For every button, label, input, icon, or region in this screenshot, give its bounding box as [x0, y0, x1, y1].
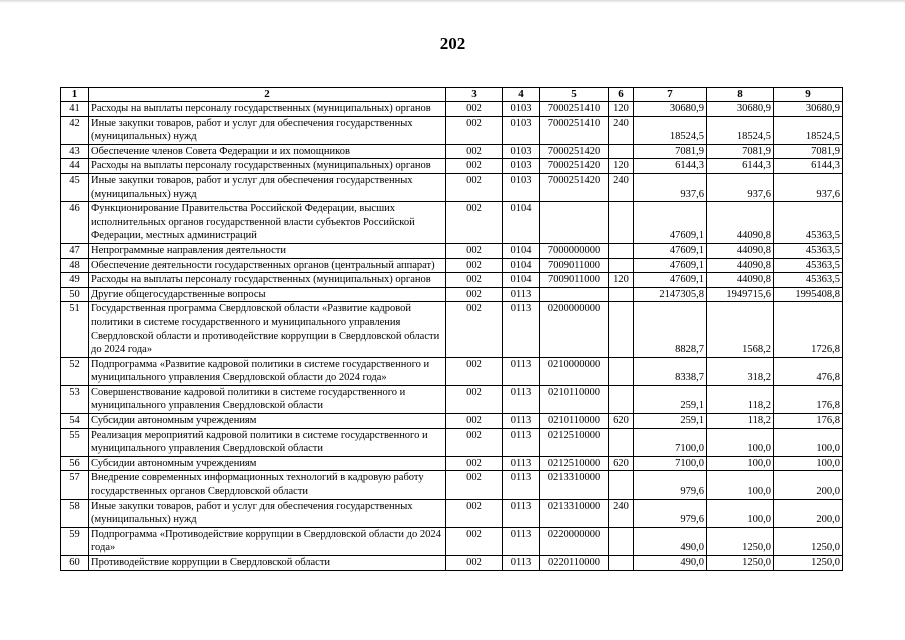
- table-row: [61, 456, 843, 471]
- amount-col9-cell: 100,0: [774, 456, 843, 471]
- amount-col9-cell: 1250,0: [774, 527, 843, 555]
- target-article-cell: 0212510000: [540, 456, 609, 471]
- row-name-cell: Расходы на выплаты персоналу государственных (муниципальных) органов: [89, 102, 446, 117]
- table-row: [61, 499, 843, 527]
- target-article-cell: 0210110000: [540, 385, 609, 413]
- row-number-cell: 54: [61, 414, 89, 429]
- row-number-cell: 43: [61, 144, 89, 159]
- amount-col9-cell: 100,0: [774, 428, 843, 456]
- admin-code-cell: 002: [446, 499, 503, 527]
- row-number-cell: 41: [61, 102, 89, 117]
- admin-code-cell: 002: [446, 385, 503, 413]
- row-name-cell: Противодействие коррупции в Свердловской области: [89, 556, 446, 571]
- row-name-cell: Непрограммные направления деятельности: [89, 243, 446, 258]
- section-code-cell: 0113: [503, 527, 540, 555]
- admin-code-cell: 002: [446, 302, 503, 357]
- amount-col7-cell: 259,1: [634, 414, 707, 429]
- amount-col8-cell: 6144,3: [707, 159, 774, 174]
- amount-col8-cell: 18524,5: [707, 116, 774, 144]
- amount-col9-cell: 45363,5: [774, 258, 843, 273]
- table-row: [61, 102, 843, 117]
- amount-col9-cell: 176,8: [774, 385, 843, 413]
- amount-col8-cell: 1949715,6: [707, 287, 774, 302]
- amount-col7-cell: 6144,3: [634, 159, 707, 174]
- amount-col7-cell: 7081,9: [634, 144, 707, 159]
- expense-type-cell: [609, 144, 634, 159]
- amount-col9-cell: 476,8: [774, 357, 843, 385]
- admin-code-cell: 002: [446, 414, 503, 429]
- section-code-cell: 0103: [503, 173, 540, 201]
- section-code-cell: 0103: [503, 116, 540, 144]
- amount-col7-cell: 8828,7: [634, 302, 707, 357]
- target-article-cell: 0210110000: [540, 414, 609, 429]
- target-article-cell: 7000251420: [540, 144, 609, 159]
- amount-col8-cell: 118,2: [707, 385, 774, 413]
- row-name-cell: Подпрограмма «Развитие кадровой политики в системе государственного и муниципального управления Свердловской области до 2024 года»: [89, 357, 446, 385]
- amount-col7-cell: 490,0: [634, 556, 707, 571]
- row-name-cell: Иные закупки товаров, работ и услуг для обеспечения государственных (муниципальных) нужд: [89, 116, 446, 144]
- row-name-cell: Реализация мероприятий кадровой политики в системе государственного и муниципального управления Свердловской области: [89, 428, 446, 456]
- target-article-cell: [540, 287, 609, 302]
- amount-col7-cell: 47609,1: [634, 258, 707, 273]
- expense-type-cell: 120: [609, 273, 634, 288]
- scan-top-edge: [0, 0, 905, 3]
- row-name-cell: Другие общегосударственные вопросы: [89, 287, 446, 302]
- amount-col8-cell: 1250,0: [707, 556, 774, 571]
- row-number-cell: 58: [61, 499, 89, 527]
- table-row: [61, 527, 843, 555]
- amount-col7-cell: 979,6: [634, 471, 707, 499]
- section-code-cell: 0104: [503, 273, 540, 288]
- col-header: 9: [774, 88, 843, 102]
- amount-col9-cell: 200,0: [774, 471, 843, 499]
- target-article-cell: 0200000000: [540, 302, 609, 357]
- row-name-cell: Функционирование Правительства Российской Федерации, высших исполнительных органов государственной власти субъектов Российской Федерации, местных администраций: [89, 202, 446, 244]
- expense-type-cell: [609, 243, 634, 258]
- admin-code-cell: 002: [446, 243, 503, 258]
- row-name-cell: Совершенствование кадровой политики в системе государственного и муниципального управления Свердловской области: [89, 385, 446, 413]
- target-article-cell: 7000251410: [540, 116, 609, 144]
- expense-type-cell: 240: [609, 499, 634, 527]
- table-row: [61, 202, 843, 244]
- section-code-cell: 0113: [503, 414, 540, 429]
- table-row: [61, 243, 843, 258]
- expense-type-cell: [609, 258, 634, 273]
- expense-type-cell: [609, 302, 634, 357]
- amount-col8-cell: 100,0: [707, 456, 774, 471]
- expense-type-cell: [609, 287, 634, 302]
- row-name-cell: Расходы на выплаты персоналу государственных (муниципальных) органов: [89, 159, 446, 174]
- amount-col9-cell: 45363,5: [774, 202, 843, 244]
- table-row: [61, 428, 843, 456]
- admin-code-cell: 002: [446, 287, 503, 302]
- row-name-cell: Государственная программа Свердловской области «Развитие кадровой политики в системе государственного и муниципального управления Свердловской области и противодействие коррупции в Свердловской области до 2024 года»: [89, 302, 446, 357]
- table-row: [61, 258, 843, 273]
- amount-col7-cell: 979,6: [634, 499, 707, 527]
- admin-code-cell: 002: [446, 102, 503, 117]
- amount-col9-cell: 6144,3: [774, 159, 843, 174]
- section-code-cell: 0113: [503, 456, 540, 471]
- target-article-cell: 7000251420: [540, 159, 609, 174]
- amount-col7-cell: 47609,1: [634, 273, 707, 288]
- admin-code-cell: 002: [446, 173, 503, 201]
- section-code-cell: 0103: [503, 144, 540, 159]
- col-header: 5: [540, 88, 609, 102]
- page-number: 202: [439, 34, 466, 53]
- amount-col8-cell: 118,2: [707, 414, 774, 429]
- row-number-cell: 59: [61, 527, 89, 555]
- amount-col8-cell: 1568,2: [707, 302, 774, 357]
- amount-col7-cell: 47609,1: [634, 243, 707, 258]
- amount-col9-cell: 45363,5: [774, 273, 843, 288]
- amount-col8-cell: 100,0: [707, 428, 774, 456]
- row-name-cell: Подпрограмма «Противодействие коррупции в Свердловской области до 2024 года»: [89, 527, 446, 555]
- target-article-cell: 7009011000: [540, 258, 609, 273]
- amount-col8-cell: 44090,8: [707, 258, 774, 273]
- amount-col7-cell: 8338,7: [634, 357, 707, 385]
- target-article-cell: 0212510000: [540, 428, 609, 456]
- section-code-cell: 0113: [503, 357, 540, 385]
- table-row: [61, 471, 843, 499]
- row-name-cell: Внедрение современных информационных технологий в кадровую работу государственных органов Свердловской области: [89, 471, 446, 499]
- row-number-cell: 49: [61, 273, 89, 288]
- amount-col9-cell: 45363,5: [774, 243, 843, 258]
- row-name-cell: Субсидии автономным учреждениям: [89, 414, 446, 429]
- target-article-cell: 0220110000: [540, 556, 609, 571]
- row-number-cell: 42: [61, 116, 89, 144]
- admin-code-cell: 002: [446, 428, 503, 456]
- expense-type-cell: 620: [609, 414, 634, 429]
- expense-type-cell: [609, 428, 634, 456]
- col-header: 7: [634, 88, 707, 102]
- row-number-cell: 46: [61, 202, 89, 244]
- expense-type-cell: 120: [609, 102, 634, 117]
- expense-type-cell: [609, 556, 634, 571]
- expense-type-cell: [609, 527, 634, 555]
- section-code-cell: 0113: [503, 302, 540, 357]
- table-row: [61, 385, 843, 413]
- row-number-cell: 52: [61, 357, 89, 385]
- amount-col8-cell: 44090,8: [707, 202, 774, 244]
- table-row: [61, 556, 843, 571]
- target-article-cell: 7000251420: [540, 173, 609, 201]
- row-number-cell: 47: [61, 243, 89, 258]
- table-body: [61, 102, 843, 571]
- admin-code-cell: 002: [446, 357, 503, 385]
- row-number-cell: 45: [61, 173, 89, 201]
- col-header: 4: [503, 88, 540, 102]
- amount-col9-cell: 176,8: [774, 414, 843, 429]
- row-number-cell: 44: [61, 159, 89, 174]
- row-name-cell: Иные закупки товаров, работ и услуг для обеспечения государственных (муниципальных) нужд: [89, 499, 446, 527]
- target-article-cell: 7000251410: [540, 102, 609, 117]
- row-number-cell: 60: [61, 556, 89, 571]
- section-code-cell: 0113: [503, 556, 540, 571]
- amount-col9-cell: 30680,9: [774, 102, 843, 117]
- expense-type-cell: 120: [609, 159, 634, 174]
- expense-type-cell: 240: [609, 116, 634, 144]
- row-number-cell: 53: [61, 385, 89, 413]
- admin-code-cell: 002: [446, 258, 503, 273]
- target-article-cell: 0213310000: [540, 471, 609, 499]
- table-row: [61, 302, 843, 357]
- table-row: [61, 273, 843, 288]
- expense-type-cell: 620: [609, 456, 634, 471]
- expense-type-cell: [609, 202, 634, 244]
- amount-col8-cell: 318,2: [707, 357, 774, 385]
- admin-code-cell: 002: [446, 556, 503, 571]
- col-header: 3: [446, 88, 503, 102]
- target-article-cell: 0220000000: [540, 527, 609, 555]
- section-code-cell: 0113: [503, 499, 540, 527]
- amount-col7-cell: 30680,9: [634, 102, 707, 117]
- admin-code-cell: 002: [446, 471, 503, 499]
- target-article-cell: 7000000000: [540, 243, 609, 258]
- amount-col8-cell: 44090,8: [707, 243, 774, 258]
- col-header: 6: [609, 88, 634, 102]
- budget-table: [60, 87, 843, 571]
- amount-col9-cell: 1250,0: [774, 556, 843, 571]
- target-article-cell: 7009011000: [540, 273, 609, 288]
- col-header: 2: [89, 88, 446, 102]
- admin-code-cell: 002: [446, 456, 503, 471]
- amount-col9-cell: 200,0: [774, 499, 843, 527]
- section-code-cell: 0104: [503, 258, 540, 273]
- amount-col9-cell: 937,6: [774, 173, 843, 201]
- target-article-cell: 0213310000: [540, 499, 609, 527]
- amount-col7-cell: 937,6: [634, 173, 707, 201]
- row-number-cell: 56: [61, 456, 89, 471]
- admin-code-cell: 002: [446, 116, 503, 144]
- amount-col7-cell: 2147305,8: [634, 287, 707, 302]
- amount-col7-cell: 18524,5: [634, 116, 707, 144]
- amount-col7-cell: 259,1: [634, 385, 707, 413]
- section-code-cell: 0104: [503, 202, 540, 244]
- table-row: [61, 287, 843, 302]
- amount-col7-cell: 490,0: [634, 527, 707, 555]
- table-row: [61, 173, 843, 201]
- amount-col7-cell: 47609,1: [634, 202, 707, 244]
- amount-col9-cell: 1726,8: [774, 302, 843, 357]
- amount-col7-cell: 7100,0: [634, 456, 707, 471]
- expense-type-cell: [609, 385, 634, 413]
- section-code-cell: 0103: [503, 159, 540, 174]
- row-name-cell: Обеспечение членов Совета Федерации и их помощников: [89, 144, 446, 159]
- admin-code-cell: 002: [446, 159, 503, 174]
- amount-col9-cell: 1995408,8: [774, 287, 843, 302]
- admin-code-cell: 002: [446, 273, 503, 288]
- amount-col9-cell: 18524,5: [774, 116, 843, 144]
- expense-type-cell: 240: [609, 173, 634, 201]
- amount-col8-cell: 30680,9: [707, 102, 774, 117]
- col-header: 8: [707, 88, 774, 102]
- table-row: [61, 116, 843, 144]
- row-name-cell: Расходы на выплаты персоналу государственных (муниципальных) органов: [89, 273, 446, 288]
- amount-col8-cell: 937,6: [707, 173, 774, 201]
- amount-col8-cell: 44090,8: [707, 273, 774, 288]
- section-code-cell: 0113: [503, 428, 540, 456]
- section-code-cell: 0103: [503, 102, 540, 117]
- section-code-cell: 0113: [503, 385, 540, 413]
- col-header: 1: [61, 88, 89, 102]
- row-name-cell: Иные закупки товаров, работ и услуг для обеспечения государственных (муниципальных) нужд: [89, 173, 446, 201]
- admin-code-cell: 002: [446, 144, 503, 159]
- row-name-cell: Обеспечение деятельности государственных органов (центральный аппарат): [89, 258, 446, 273]
- row-number-cell: 50: [61, 287, 89, 302]
- amount-col8-cell: 7081,9: [707, 144, 774, 159]
- table-row: [61, 414, 843, 429]
- expense-type-cell: [609, 357, 634, 385]
- row-number-cell: 48: [61, 258, 89, 273]
- admin-code-cell: 002: [446, 527, 503, 555]
- row-number-cell: 57: [61, 471, 89, 499]
- admin-code-cell: 002: [446, 202, 503, 244]
- table-row: [61, 144, 843, 159]
- row-number-cell: 55: [61, 428, 89, 456]
- amount-col8-cell: 100,0: [707, 499, 774, 527]
- row-number-cell: 51: [61, 302, 89, 357]
- header-row: [61, 88, 843, 102]
- amount-col9-cell: 7081,9: [774, 144, 843, 159]
- amount-col8-cell: 1250,0: [707, 527, 774, 555]
- section-code-cell: 0113: [503, 471, 540, 499]
- section-code-cell: 0104: [503, 243, 540, 258]
- table-row: [61, 357, 843, 385]
- target-article-cell: 0210000000: [540, 357, 609, 385]
- section-code-cell: 0113: [503, 287, 540, 302]
- target-article-cell: [540, 202, 609, 244]
- row-name-cell: Субсидии автономным учреждениям: [89, 456, 446, 471]
- expense-type-cell: [609, 471, 634, 499]
- table-row: [61, 159, 843, 174]
- amount-col8-cell: 100,0: [707, 471, 774, 499]
- amount-col7-cell: 7100,0: [634, 428, 707, 456]
